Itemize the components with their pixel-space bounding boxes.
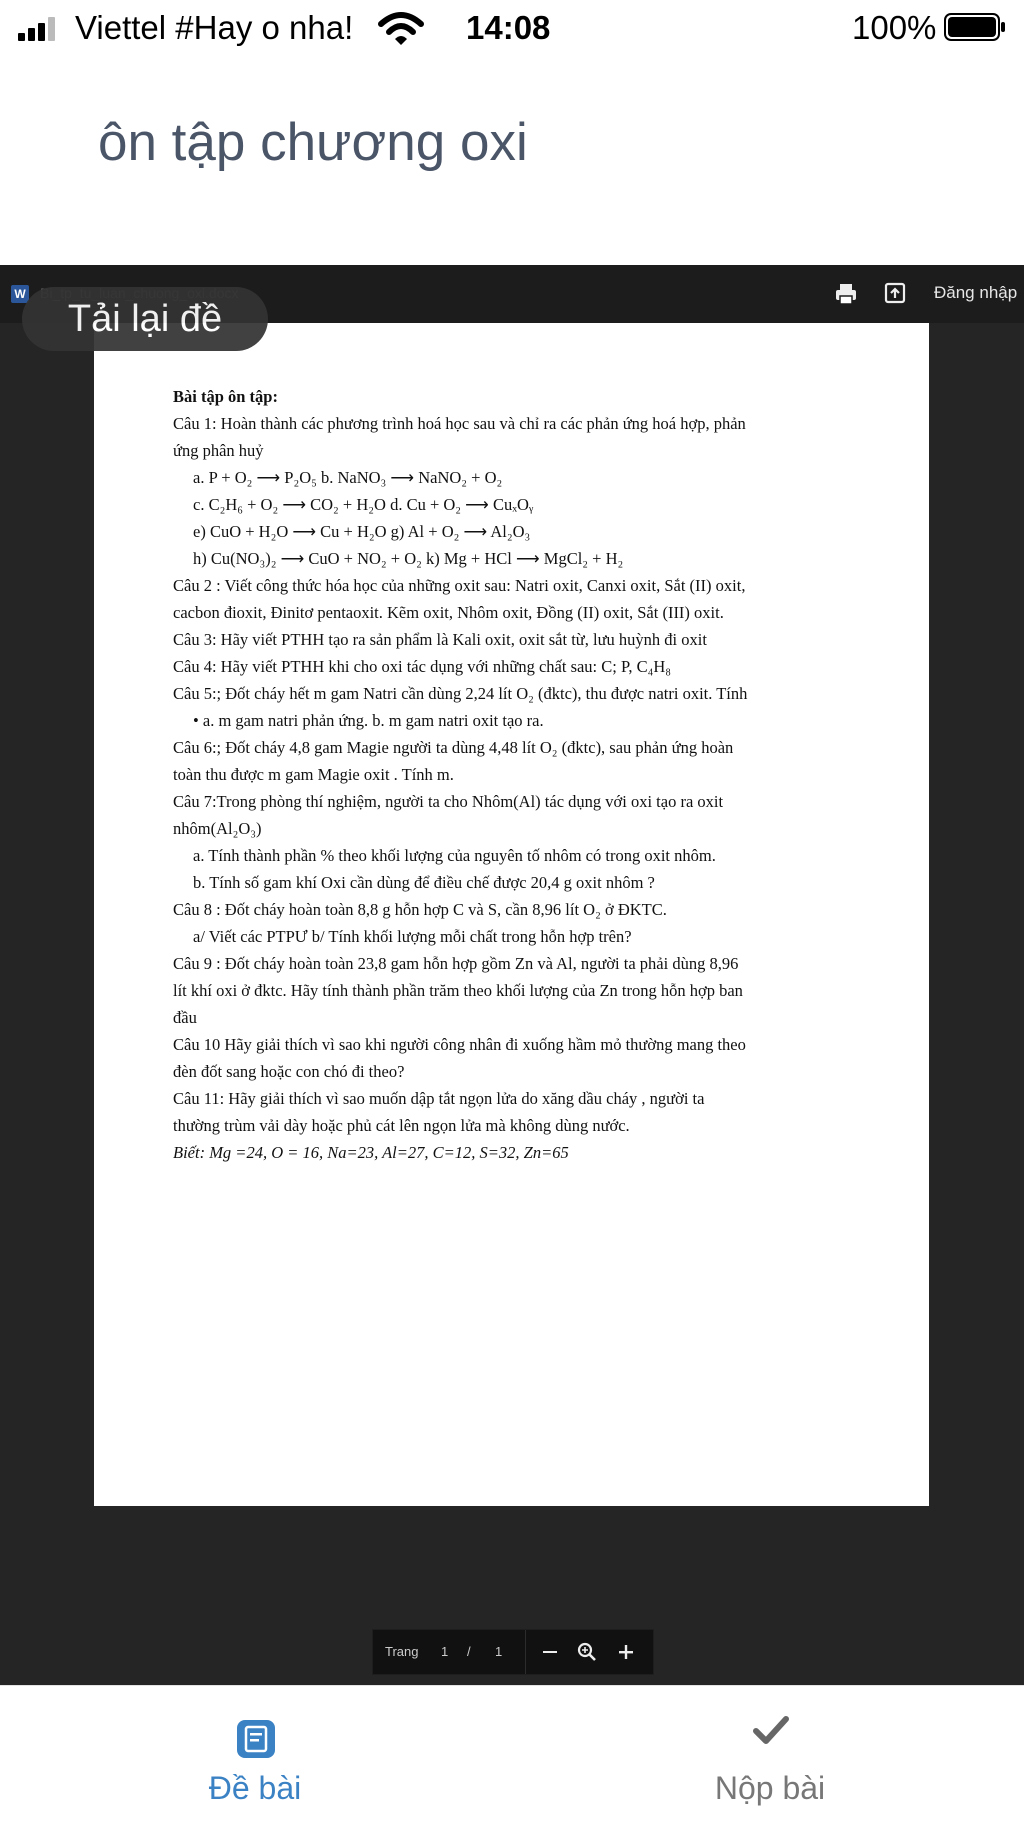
doc-line: c. C₂H₆ + O₂ ⟶ CO₂ + H₂O d. Cu + O₂ ⟶ CuₓOᵧ [193, 495, 534, 514]
doc-line: đầu [173, 1008, 197, 1027]
battery-percent: 100% [852, 9, 937, 46]
doc-line: Câu 1: Hoàn thành các phương trình hoá học sau và chỉ ra các phản ứng hoá hợp, phản [173, 414, 746, 433]
doc-line: Câu 3: Hãy viết PTHH tạo ra sản phẩm là Kali oxit, oxit sắt từ, lưu huỳnh đi oxit [173, 630, 707, 649]
word-file-icon: W [11, 285, 29, 303]
document-content [173, 383, 873, 1166]
current-page[interactable]: 1 [441, 1644, 449, 1659]
doc-line: Câu 7:Trong phòng thí nghiệm, người ta cho Nhôm(Al) tác dụng với oxi tạo ra oxit [173, 792, 724, 811]
doc-line: Biết: Mg =24, O = 16, Na=23, Al=27, C=12, S=32, Zn=65 [173, 1143, 569, 1162]
clock: 14:08 [466, 9, 551, 46]
reload-button[interactable]: Tải lại đề [22, 287, 268, 351]
checkmark-icon [752, 1714, 790, 1746]
doc-line: thường trùm vải dày hoặc phủ cát lên ngọn lửa mà không dùng nước. [173, 1116, 630, 1135]
document-viewer[interactable] [0, 265, 1024, 1685]
document-page [94, 323, 929, 1506]
popout-icon[interactable] [884, 282, 906, 304]
doc-line: Câu 8 : Đốt cháy hoàn toàn 8,8 g hỗn hợp C và S, cần 8,96 lít O₂ ở ĐKTC. [173, 900, 667, 919]
doc-line: Câu 11: Hãy giải thích vì sao muốn dập tắt ngọn lửa do xăng dầu cháy , người ta [173, 1089, 705, 1108]
page-title: ôn tập chương oxi [98, 113, 528, 172]
doc-line: Bài tập ôn tập: [173, 387, 278, 406]
doc-line: a. Tính thành phần % theo khối lượng của nguyên tố nhôm có trong oxit nhôm. [193, 846, 716, 865]
doc-line: Câu 2 : Viết công thức hóa học của những oxit sau: Natri oxit, Canxi oxit, Sắt (II) oxit, [173, 576, 746, 595]
doc-line: a. P + O₂ ⟶ P₂O₅ b. NaNO₃ ⟶ NaNO₂ + O₂ [193, 468, 503, 487]
doc-line: Câu 4: Hãy viết PTHH khi cho oxi tác dụng với những chất sau: C; P, C₄H₈ [173, 657, 672, 676]
total-pages: 1 [495, 1644, 503, 1659]
doc-line: ứng phân huỷ [173, 441, 264, 460]
wifi-icon [378, 12, 424, 46]
battery-icon [944, 13, 1006, 41]
print-icon[interactable] [834, 282, 858, 306]
signal-icon [18, 17, 62, 41]
doc-line: • a. m gam natri phản ứng. b. m gam natri oxit tạo ra. [193, 711, 544, 730]
doc-line: nhôm(Al₂O₃) [173, 819, 262, 838]
doc-line: lít khí oxi ở đktc. Hãy tính thành phần trăm theo khối lượng của Zn trong hỗn hợp ban [173, 981, 743, 1000]
doc-line: h) Cu(NO₃)₂ ⟶ CuO + NO₂ + O₂ k) Mg + HCl ⟶ MgCl₂ + H₂ [193, 549, 624, 568]
doc-line: Câu 5:; Đốt cháy hết m gam Natri cần dùng 2,24 lít O₂ (đktc), thu được natri oxit. Tính [173, 684, 748, 703]
zoom-in-icon[interactable] [617, 1643, 635, 1661]
pager-divider [525, 1630, 526, 1674]
tab-de-bai-label: Đề bài [208, 1770, 302, 1806]
carrier-name: Viettel #Hay o nha! [75, 9, 354, 46]
zoom-reset-icon[interactable] [577, 1642, 597, 1662]
page-navigator [372, 1629, 654, 1675]
status-bar [0, 0, 1024, 58]
tab-nop-bai[interactable] [660, 1686, 880, 1821]
bottom-nav [0, 1685, 1024, 1821]
signin-link[interactable]: Đăng nhập [934, 283, 1018, 302]
doc-line: e) CuO + H₂O ⟶ Cu + H₂O g) Al + O₂ ⟶ Al₂O₃ [193, 522, 531, 541]
doc-line: Câu 6:; Đốt cháy 4,8 gam Magie người ta dùng 4,48 lít O₂ (đktc), sau phản ứng hoàn [173, 738, 734, 757]
zoom-out-icon[interactable] [541, 1645, 559, 1659]
doc-line: b. Tính số gam khí Oxi cần dùng để điều chế được 20,4 g oxit nhôm ? [193, 873, 655, 892]
doc-line: đèn đốt sang hoặc con chó đi theo? [173, 1062, 405, 1081]
doc-line: Câu 10 Hãy giải thích vì sao khi người công nhân đi xuống hầm mỏ thường mang theo [173, 1035, 746, 1054]
doc-line: cacbon đioxit, Đinitơ pentaoxit. Kẽm oxit, Nhôm oxit, Đồng (II) oxit, Sắt (III) oxit. [173, 603, 724, 622]
page-separator: / [467, 1644, 471, 1659]
page-label: Trang [385, 1644, 419, 1659]
tab-nop-bai-label: Nộp bài [714, 1770, 826, 1806]
doc-line: toàn thu được m gam Magie oxit . Tính m. [173, 765, 454, 784]
doc-line: Câu 9 : Đốt cháy hoàn toàn 23,8 gam hỗn hợp gồm Zn và Al, người ta phải dùng 8,96 [173, 954, 739, 973]
doc-line: a/ Viết các PTPƯ b/ Tính khối lượng mỗi chất trong hỗn hợp trên? [193, 927, 632, 946]
tab-de-bai[interactable] [150, 1686, 360, 1821]
document-icon [236, 1719, 276, 1759]
